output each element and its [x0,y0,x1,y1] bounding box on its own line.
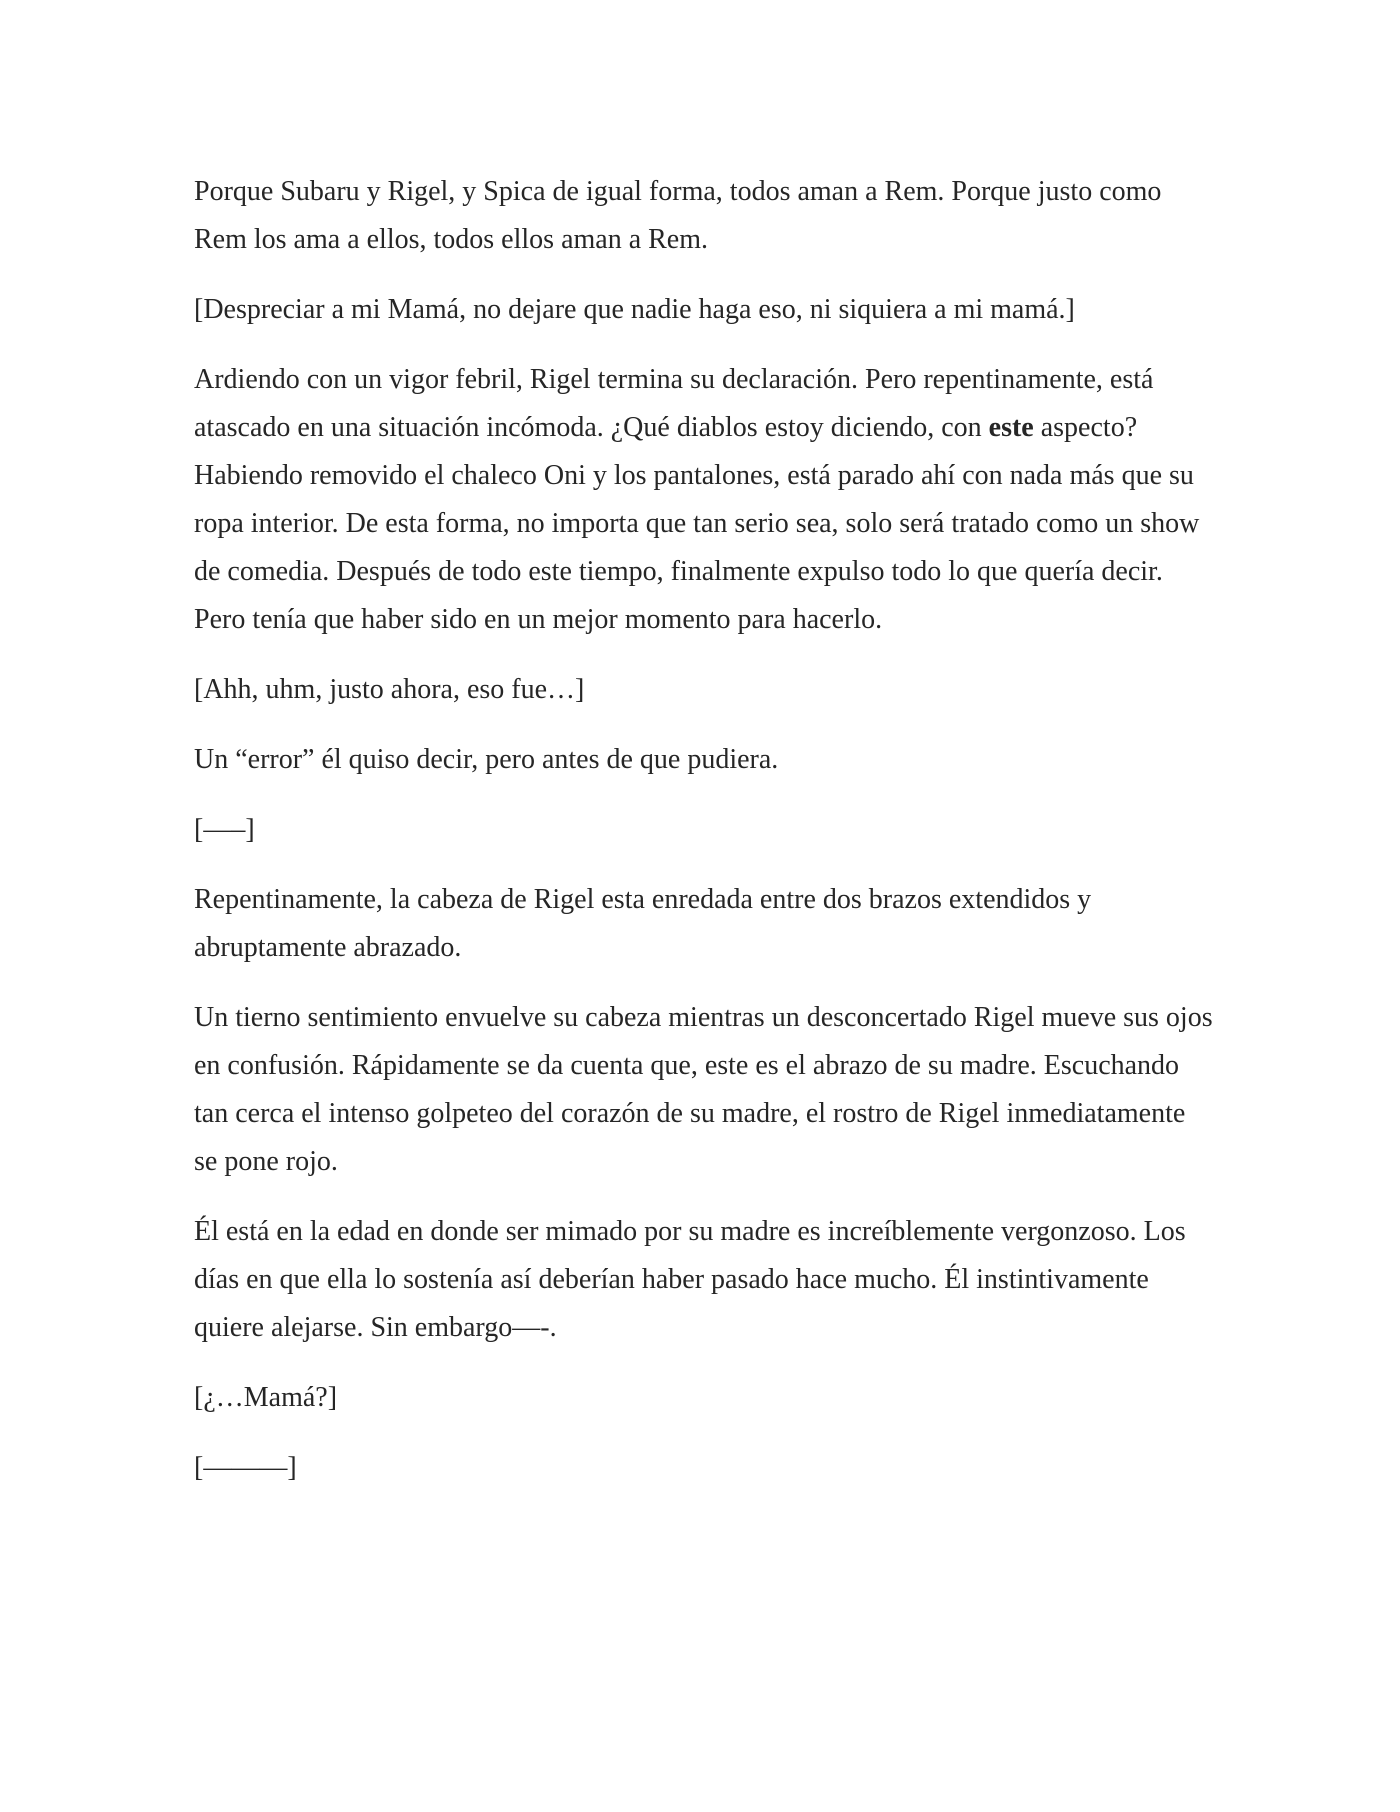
dialogue-line: [Despreciar a mi Mamá, no dejare que nadie haga eso, ni siquiera a mi mamá.] [194,294,1075,325]
paragraph: Repentinamente, la cabeza de Rigel esta enredada entre dos brazos extendidos y abruptamente abrazado. [194,884,1092,963]
dialogue-line: [¿…Mamá?] [194,1382,338,1413]
paragraph [194,356,1214,644]
paragraph: Un “error” él quiso decir, pero antes de que pudiera. [194,744,779,775]
document-body [194,168,1214,1514]
dialogue-line: [———] [194,1452,297,1483]
paragraph: Un tierno sentimiento envuelve su cabeza mientras un desconcertado Rigel mueve sus ojos en confusión. Rápidamente se da cuenta que, este es el abrazo de su madre. Escuchando tan cerca el intenso golpeteo del corazón de su madre, el rostro de Rigel inmediatamente se pone rojo. [194,1002,1213,1177]
dialogue-line: [Ahh, uhm, justo ahora, eso fue…] [194,674,585,705]
paragraph-text: aspecto? Habiendo removido el chaleco Oni y los pantalones, está parado ahí con nada más que su ropa interior. De esta forma, no importa que tan serio sea, solo será tratado como un show de comedia. Después de todo este tiempo, finalmente expulso todo lo que quería decir. Pero tenía que haber sido en un mejor momento para hacerlo. [194,412,1200,635]
paragraph: Porque Subaru y Rigel, y Spica de igual forma, todos aman a Rem. Porque justo como Rem los ama a ellos, todos ellos aman a Rem. [194,176,1162,255]
dialogue-line: [—–] [194,814,255,845]
emphasis-text: este [988,412,1034,443]
paragraph: Él está en la edad en donde ser mimado por su madre es increíblemente vergonzoso. Los días en que ella lo sostenía así deberían haber pasado hace mucho. Él instintivamente quiere alejarse. Sin embargo—-. [194,1216,1186,1343]
paragraph-text: Ardiendo con un vigor febril, Rigel termina su declaración. Pero repentinamente, está atascado en una situación incómoda. ¿Qué diablos estoy diciendo, con [194,364,1154,443]
